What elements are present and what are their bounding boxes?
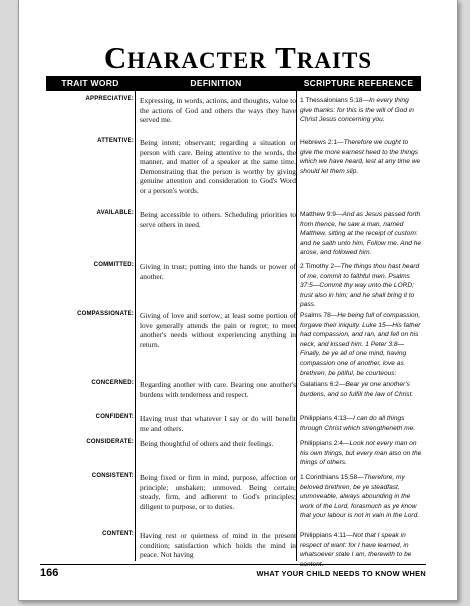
trait-word: ATTENTIVE: [97, 138, 134, 144]
trait-word: APPRECIATIVE: [85, 96, 134, 102]
trait-definition: Giving in trust; putting into the hands or power of another. [140, 262, 296, 281]
scripture-reference: 1 Thessalonians 5:18—In every thing give thanks: for this is the will of God in Christ Jesus concerning you. [300, 97, 414, 124]
scripture-reference: 1 Corinthians 15:58—Therefore, my beloved brethren, be ye steadfast, unmoveable, always abounding in the work of the Lord, forasmuch as ye know that your labour is not in vain in the Lord. [300, 474, 420, 520]
trait-word: COMPASSIONATE: [77, 311, 134, 317]
running-head: WHAT YOUR CHILD NEEDS TO KNOW WHEN [256, 569, 426, 578]
trait-word: CONTENT: [102, 531, 134, 537]
table-header [46, 76, 421, 91]
trait-definition: Regarding another with care. Bearing one another's burdens with tenderness and respect. [140, 380, 296, 399]
scripture-reference: Galatians 6:2—Bear ye one another's burdens, and so fulfill the law of Christ. [300, 381, 414, 398]
trait-definition: Being intent; observant; regarding a situation or person with care. Being attentive to the words, the manner, and matter of a speaker at the same time. Demonstrating that the person is worthy by giving genuine attention and consideration to God's Word or a person's words. [140, 138, 296, 195]
trait-definition: Being accessible to others. Scheduling priorities to serve others in need. [140, 210, 296, 229]
trait-word: CONSIDERATE: [86, 439, 134, 445]
trait-word: AVAILABLE: [96, 210, 134, 216]
scripture-reference: 2 Timothy 2—The things thou hast heard of me, commit to faithful men. Psalms 37:5—Commit thy way unto the LORD; trust also in him; and he shall bring it to pass. [300, 263, 420, 309]
trait-definition: Having trust that whatever I say or do will benefit me and others. [140, 414, 296, 433]
scripture-reference: Psalms 78—He being full of compassion, forgave their iniquity. Luke 15—His father had compassion, and ran, and fell on his neck, and kissed him. 1 Peter 3:8—Finally, be ye all of one mind, having compassion one of another, love as brethren, be pitiful, be courteous: [300, 312, 421, 377]
trait-definition: Having rest or quietness of mind in the present condition; satisfaction which holds the mind in peace. Not having [140, 531, 296, 560]
trait-definition: Being fixed or firm in mind, purpose, affection or principle; unshaken; unmoved. Being certain; steady, firm, and adherent to God's principles; diligent to purpose, or to duties. [140, 473, 296, 511]
trait-definition: Being thoughtful of others and their feelings. [140, 439, 274, 448]
trait-word: CONCERNED: [91, 380, 134, 386]
trait-definition: Expressing, in words, actions, and thoughts, value to the actions of God and others the ways they have served me. [140, 96, 296, 125]
footer-rule [40, 564, 426, 565]
header-trait-word: TRAIT WORD [61, 78, 119, 88]
page-number: 166 [40, 567, 59, 579]
trait-word: CONFIDENT: [95, 414, 134, 420]
scripture-reference: Hebrews 2:1—Therefore we ought to give the more earnest heed to the things which we have heard, lest at any time we should let them slip. [300, 139, 421, 175]
column-divider [296, 91, 297, 561]
trait-word: COMMITTED: [93, 262, 134, 268]
trait-word: CONSISTENT: [91, 473, 134, 479]
header-definition: DEFINITION [190, 78, 242, 88]
scripture-reference: Philippians 2:4—Look not every man on his own things, but every man also on the things of others. [300, 440, 422, 467]
scripture-reference: Philippians 4:11—Not that I speak in respect of want: for I have learned, in whatsoever state I am, therewith to be [300, 532, 412, 559]
scripture-reference: Matthew 9:9—And as Jesus passed forth from thence, he saw a man, named Matthew, sitting at the receipt of custom: and he saith unto him, Follow me. And he arose, and followed him. [300, 211, 422, 257]
column-divider [135, 91, 136, 561]
trait-definition: Giving of love and sorrow; at least some portion of love generally attends the pain or regret; to meet another's needs without experiencing anything in return. [140, 311, 296, 349]
scripture-reference: Philippians 4:13—I can do all things through Christ which strengtheneth me. [300, 415, 416, 432]
page-title: CHARACTER TRAITS [103, 40, 373, 75]
header-scripture: SCRIPTURE REFERENCE [303, 78, 414, 88]
